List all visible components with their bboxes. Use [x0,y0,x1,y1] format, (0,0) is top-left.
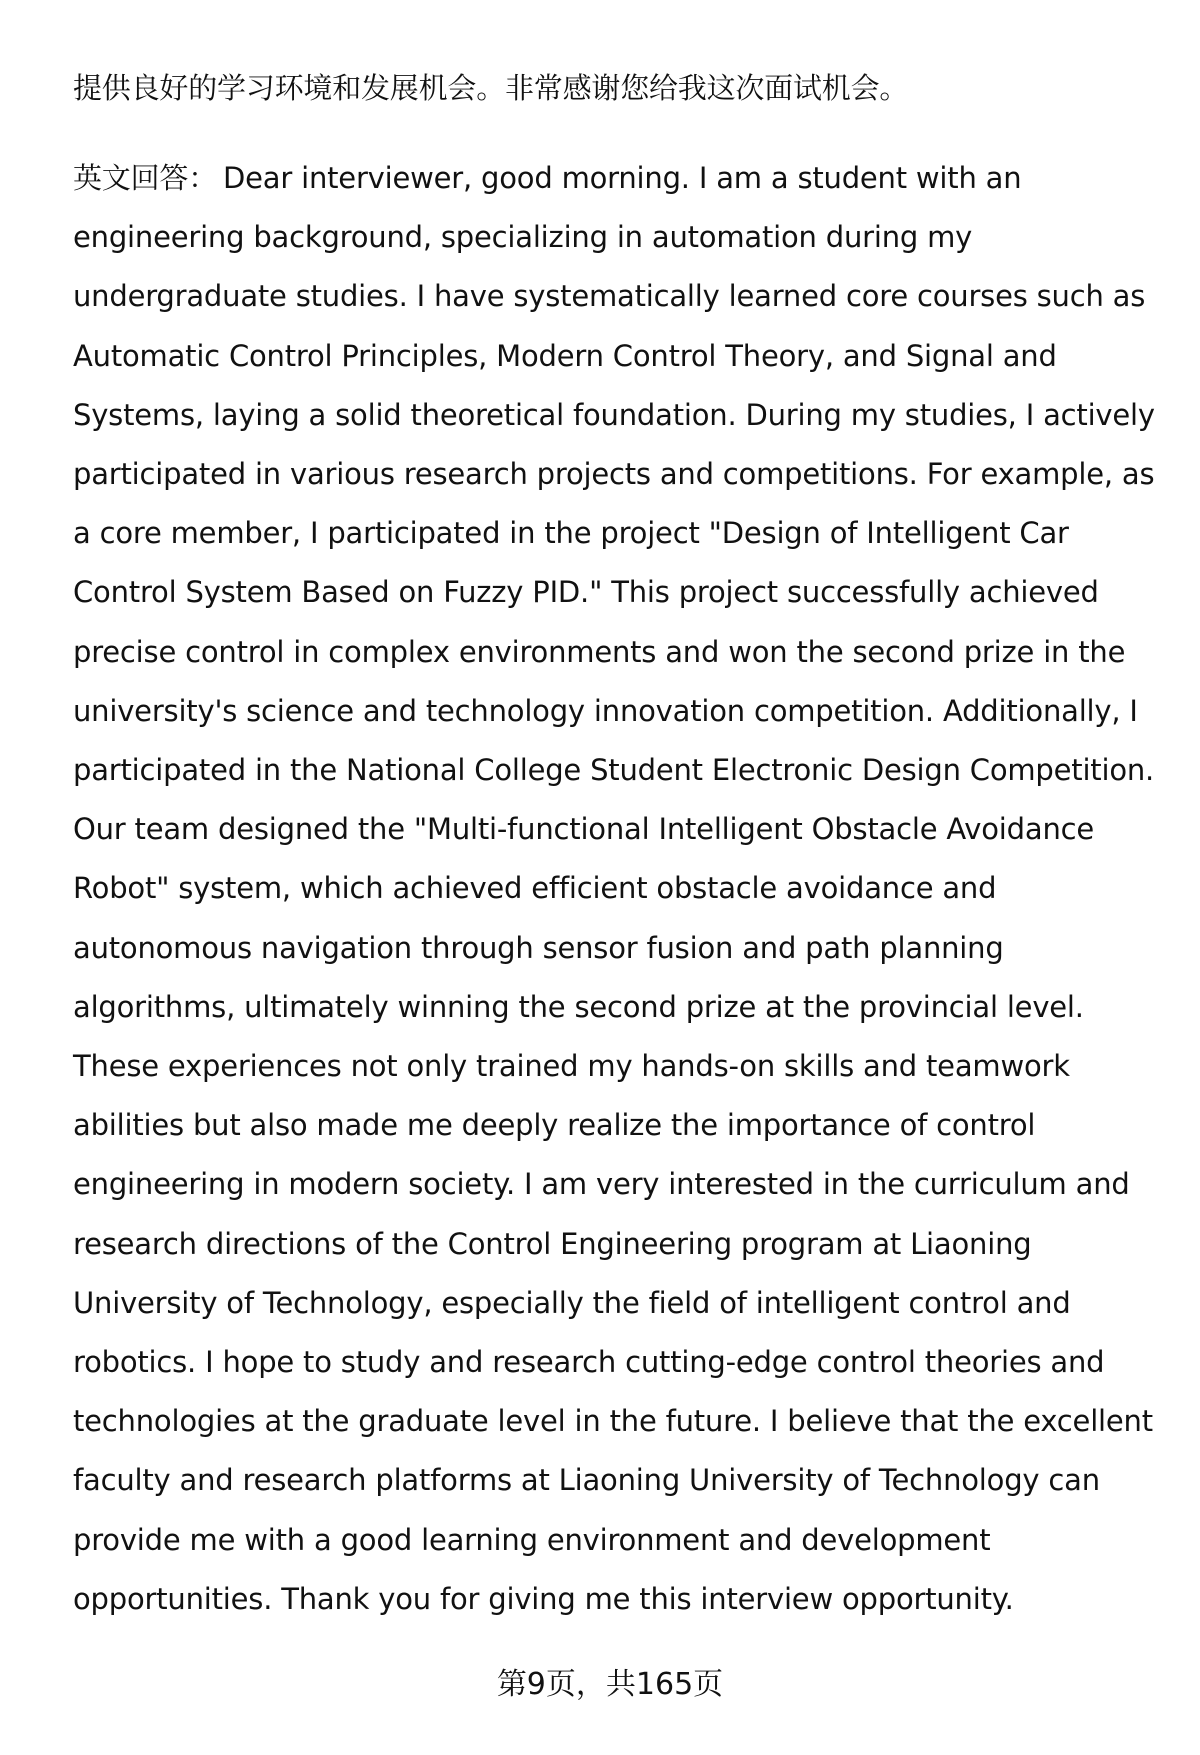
answer-label: 英文回答： [73,161,218,195]
answer-line: Control System Based on Fuzzy PID." This project successfully achieved [73,575,1099,610]
answer-line: a core member, I participated in the project "Design of Intelligent Car [73,516,1069,551]
answer-line: research directions of the Control Engineering program at Liaoning [73,1226,1032,1261]
answer-line: abilities but also made me deeply realize the importance of control [73,1108,1036,1143]
answer-line: These experiences not only trained my hands-on skills and teamwork [73,1049,1070,1083]
answer-line: technologies at the graduate level in the future. I believe that the excellent [73,1404,1153,1439]
answer-line: algorithms, ultimately winning the second prize at the provincial level. [73,989,1084,1024]
answer-line: University of Technology, especially the field of intelligent control and [73,1285,1071,1320]
answer-line: faculty and research platforms at Liaoning University of Technology can [73,1463,1100,1498]
answer-line: robotics. I hope to study and research cutting-edge control theories and [73,1345,1105,1379]
answer-line: engineering background, specializing in automation during my [73,220,973,255]
answer-first-line [73,158,1021,198]
answer-line: participated in various research projects and competitions. For example, as [73,457,1155,491]
answer-line: Robot" system, which achieved efficient obstacle avoidance and [73,871,997,906]
answer-line: Automatic Control Principles, Modern Control Theory, and Signal and [73,338,1057,373]
answer-line: provide me with a good learning environment and development [73,1522,991,1557]
answer-line: Our team designed the "Multi-functional Intelligent Obstacle Avoidance [73,812,1095,847]
answer-line: opportunities. Thank you for giving me this interview opportunity. [73,1581,1014,1616]
intro-line: 提供良好的学习环境和发展机会。非常感谢您给我这次面试机会。 [73,71,909,105]
answer-line: Dear interviewer, good morning. I am a student with an [223,161,1022,195]
answer-line: Systems, laying a solid theoretical foundation. During my studies, I actively [73,397,1155,432]
answer-line: undergraduate studies. I have systematically learned core courses such as [73,279,1146,314]
answer-line: participated in the National College Student Electronic Design Competition. [73,753,1155,787]
page-number-footer: 第9页，共165页 [496,1667,724,1702]
answer-line: university's science and technology innovation competition. Additionally, I [73,693,1138,728]
answer-line: engineering in modern society. I am very interested in the curriculum and [73,1167,1130,1202]
answer-line: autonomous navigation through sensor fusion and path planning [73,930,1004,965]
answer-line: precise control in complex environments and won the second prize in the [73,634,1126,669]
